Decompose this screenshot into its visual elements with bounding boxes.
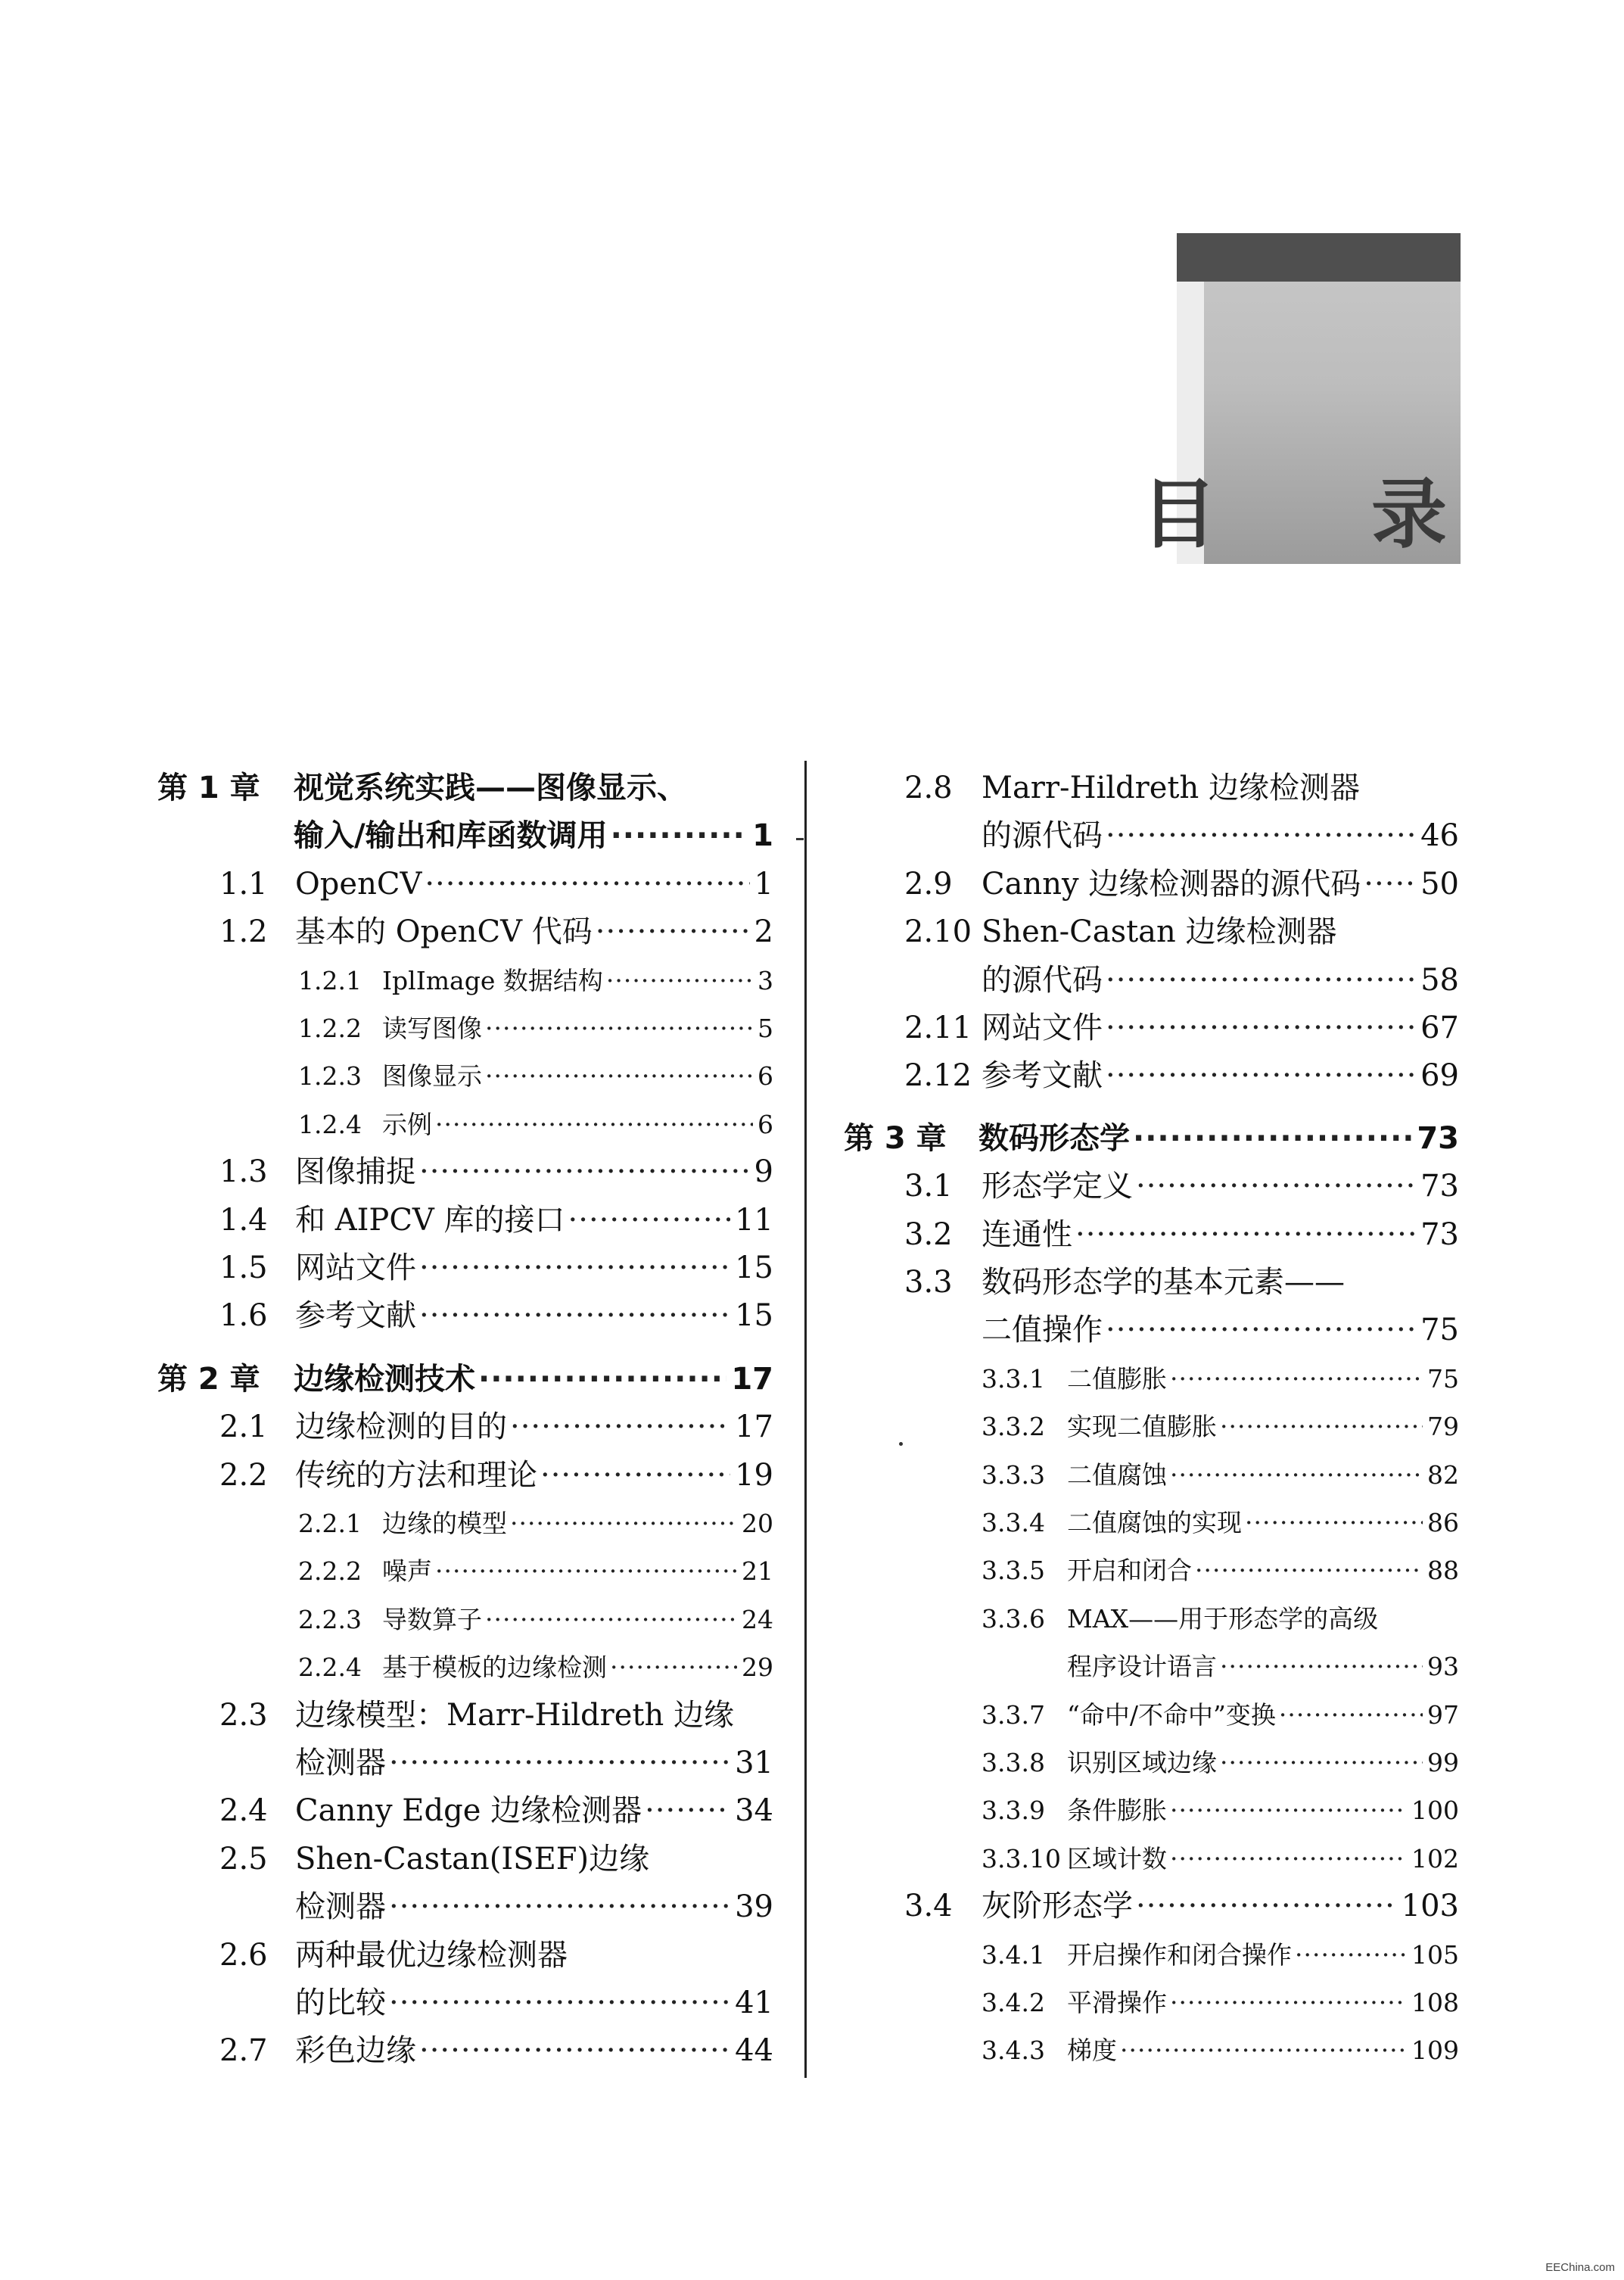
toc-leader-dots	[1220, 1643, 1423, 1690]
toc-entry-title: 二值膨胀	[1067, 1363, 1167, 1394]
toc-entry	[982, 1307, 1459, 1354]
toc-entry	[982, 1931, 1459, 1979]
toc-leader-dots	[1106, 1052, 1416, 1100]
toc-entry	[982, 1691, 1459, 1739]
toc-entry-title: 彩色边缘	[295, 2033, 416, 2069]
toc-entry	[982, 812, 1459, 860]
toc-entry-page: 86	[1427, 1508, 1459, 1537]
toc-leader-dots	[1136, 1883, 1397, 1930]
toc-entry-number: 3.3.8	[982, 1748, 1045, 1777]
page-title-char-1: 目	[1141, 470, 1217, 559]
toc-entry-page: 20	[742, 1509, 773, 1538]
toc-entry-title: 开启操作和闭合操作	[1067, 1939, 1292, 1970]
toc-entry-title: 参考文献	[982, 1058, 1103, 1094]
toc-entry-title: 二值腐蚀的实现	[1067, 1508, 1242, 1537]
toc-entry-page: 69	[1420, 1058, 1459, 1094]
toc-entry-page: 75	[1420, 1313, 1459, 1348]
toc-entry-number: 第 1 章	[157, 771, 260, 805]
toc-entry-page: 3	[758, 965, 773, 995]
toc-entry-page: 58	[1420, 962, 1459, 998]
toc-entry	[982, 1546, 1459, 1594]
toc-entry-number: 2.2.3	[298, 1604, 362, 1634]
toc-entry	[904, 1052, 1459, 1100]
toc-entry	[982, 1979, 1459, 2026]
toc-entry-title: Shen-Castan(ISEF)边缘	[295, 1841, 650, 1877]
toc-entry-page: 31	[735, 1746, 773, 1780]
toc-entry-page: 105	[1411, 1939, 1459, 1970]
toc-entry-page: 73	[1420, 1216, 1459, 1252]
toc-entry-title: 的源代码	[982, 962, 1103, 998]
toc-entry-title: 边缘模型：Marr-Hildreth 边缘	[295, 1697, 734, 1733]
toc-entry-number: 2.7	[219, 2033, 268, 2069]
toc-entry	[904, 908, 1459, 956]
toc-entry-title: 网站文件	[982, 1011, 1103, 1045]
toc-entry-number: 1.3	[219, 1154, 268, 1190]
toc-entry	[904, 1163, 1459, 1210]
toc-entry-title: 参考文献	[295, 1298, 416, 1334]
toc-entry-title: 数码形态学	[978, 1120, 1130, 1156]
toc-entry-title: 基本的 OpenCV 代码	[295, 914, 593, 950]
toc-entry-number: 3.3	[904, 1265, 953, 1300]
toc-entry-number: 1.2.1	[298, 965, 362, 995]
toc-entry	[1067, 1643, 1459, 1690]
toc-entry	[982, 1835, 1459, 1883]
toc-entry-number: 2.5	[219, 1841, 268, 1877]
toc-entry-number: 1.2.3	[298, 1061, 362, 1092]
toc-entry-page: 97	[1427, 1699, 1459, 1730]
toc-entry-number: 2.11	[904, 1011, 972, 1045]
toc-leader-dots	[1295, 1931, 1407, 1979]
toc-entry-title: OpenCV	[295, 866, 422, 902]
toc-entry-number: 2.1	[219, 1409, 268, 1445]
toc-entry-title: 识别区域边缘	[1067, 1748, 1217, 1777]
toc-entry-number: 3.3.2	[982, 1412, 1045, 1442]
toc-entry-title: 视觉系统实践——图像显示、	[294, 771, 687, 805]
toc-entry	[982, 1739, 1459, 1786]
toc-entry-number: 2.8	[904, 771, 953, 805]
toc-entry-title: 检测器	[295, 1889, 386, 1925]
toc-entry	[982, 2026, 1459, 2074]
toc-entry-title: 边缘检测的目的	[295, 1409, 507, 1445]
toc-entry-number: 1.6	[219, 1298, 268, 1334]
toc-entry-number: 1.1	[219, 866, 268, 902]
toc-entry-page: 100	[1411, 1796, 1459, 1826]
toc-entry	[982, 1786, 1459, 1834]
toc-entry-title: 基于模板的边缘检测	[382, 1652, 607, 1683]
toc-entry-title: 开启和闭合	[1067, 1556, 1192, 1586]
toc-entry-title: 条件膨胀	[1067, 1796, 1167, 1826]
toc-entry-page: 19	[735, 1457, 773, 1493]
toc-entry-page: 34	[735, 1793, 773, 1829]
toc-leader-dots	[1364, 861, 1416, 908]
toc-entry-number: 1.2	[219, 914, 268, 950]
toc-entry-title: 梯度	[1067, 2035, 1117, 2066]
toc-leader-dots	[1106, 1307, 1416, 1354]
toc-entry-number: 3.4	[904, 1889, 953, 1924]
toc-entry-page: 99	[1427, 1748, 1459, 1777]
toc-entry-number: 3.3.9	[982, 1796, 1045, 1826]
toc-leader-dots	[1106, 1005, 1416, 1052]
toc-entry-number: 2.3	[219, 1697, 268, 1733]
toc-entry-title: 图像捕捉	[295, 1154, 416, 1190]
toc-entry-title: 检测器	[295, 1746, 386, 1780]
toc-entry-title: IplImage 数据结构	[382, 965, 603, 995]
toc-entry-number: 2.6	[219, 1937, 268, 1973]
toc-entry-title: 两种最优边缘检测器	[295, 1937, 568, 1973]
toc-entry-page: 1	[754, 866, 773, 902]
toc-entry-title: 边缘的模型	[382, 1509, 507, 1538]
toc-entry-page: 2	[754, 914, 773, 950]
toc-leader-dots	[1106, 812, 1416, 860]
toc-entry-page: 73	[1420, 1169, 1459, 1204]
toc-entry-number: 1.2.4	[298, 1109, 362, 1139]
toc-entry-title: Marr-Hildreth 边缘检测器	[982, 771, 1360, 805]
toc-leader-dots	[1120, 2026, 1407, 2074]
toc-entry-title: MAX——用于形态学的高级	[1067, 1603, 1379, 1634]
toc-entry-title: 平滑操作	[1067, 1988, 1167, 2017]
toc-entry-page: 6	[758, 1109, 773, 1139]
watermark: EEChina.com	[1545, 2261, 1615, 2274]
toc-entry-title: 和 AIPCV 库的接口	[295, 1202, 565, 1238]
toc-entry-title: Shen-Castan 边缘检测器	[982, 914, 1337, 950]
toc-leader-dots	[1106, 957, 1416, 1005]
banner-dark-strip	[1177, 233, 1461, 282]
toc-entry-number: 1.5	[219, 1251, 268, 1285]
toc-leader-dots	[1170, 1835, 1407, 1883]
toc-leader-dots	[1279, 1691, 1423, 1739]
toc-entry-number: 3.3.6	[982, 1603, 1045, 1634]
toc-entry	[982, 1595, 1459, 1643]
toc-entry	[982, 1499, 1459, 1546]
toc-entry-number: 1.2.2	[298, 1014, 362, 1043]
toc-entry	[982, 957, 1459, 1005]
toc-entry-number: 3.3.4	[982, 1508, 1045, 1537]
toc-entry-page: 9	[754, 1154, 773, 1190]
toc-entry-page: 15	[735, 1298, 773, 1334]
toc-entry-number: 3.4.2	[982, 1988, 1045, 2017]
toc-leader-dots	[1133, 1115, 1412, 1163]
toc-entry	[904, 765, 1459, 812]
toc-entry-title: 二值腐蚀	[1067, 1459, 1167, 1490]
toc-entry-page: 67	[1420, 1011, 1459, 1045]
toc-entry-title: 形态学定义	[982, 1169, 1133, 1204]
toc-entry-page: 29	[742, 1652, 773, 1683]
toc-entry-page: 6	[758, 1061, 773, 1092]
toc-entry-page: 108	[1411, 1988, 1459, 2017]
toc-entry-page: 50	[1420, 866, 1459, 902]
toc-entry-title: 网站文件	[295, 1251, 416, 1285]
toc-entry-page: 93	[1427, 1652, 1459, 1682]
toc-entry-page: 44	[735, 2033, 773, 2069]
toc-entry-number: 2.4	[219, 1793, 268, 1829]
toc-entry-number: 2.9	[904, 866, 953, 902]
toc-entry-number: 3.3.10	[982, 1843, 1061, 1874]
toc-entry	[982, 1403, 1459, 1450]
toc-entry-title: 示例	[382, 1109, 432, 1139]
toc-entry-title: Canny 边缘检测器的源代码	[982, 866, 1361, 902]
toc-entry-title: 读写图像	[382, 1014, 482, 1043]
toc-right-column	[0, 765, 1624, 2082]
toc-entry	[904, 1259, 1459, 1307]
toc-entry-number: 第 3 章	[844, 1120, 947, 1156]
toc-entry-page: 109	[1411, 2035, 1459, 2066]
toc-entry	[844, 1115, 1459, 1163]
toc-leader-dots	[1245, 1499, 1423, 1546]
toc-entry-title: 导数算子	[382, 1604, 482, 1634]
toc-entry	[904, 1005, 1459, 1052]
toc-entry-page: 39	[735, 1889, 773, 1925]
toc-entry-title: 实现二值膨胀	[1067, 1412, 1217, 1442]
toc-leader-dots	[1170, 1786, 1407, 1834]
toc-entry-page: 17	[735, 1409, 773, 1445]
toc-entry-number: 3.4.3	[982, 2035, 1045, 2066]
toc-entry-page: 21	[742, 1556, 773, 1587]
toc-leader-dots	[1170, 1355, 1423, 1403]
toc-entry-title: 二值操作	[982, 1313, 1103, 1348]
toc-entry-page: 73	[1417, 1120, 1459, 1156]
toc-entry	[904, 1883, 1459, 1930]
toc-entry-title: 灰阶形态学	[982, 1889, 1133, 1924]
toc-entry-page: 82	[1427, 1459, 1459, 1490]
toc-entry-number: 2.12	[904, 1058, 972, 1094]
toc-entry-number: 3.1	[904, 1169, 953, 1204]
toc-entry-title: 的源代码	[982, 818, 1103, 854]
toc-entry-title: 噪声	[382, 1556, 432, 1587]
toc-leader-dots	[1075, 1211, 1416, 1259]
toc-entry-page: 75	[1427, 1363, 1459, 1394]
toc-entry	[904, 861, 1459, 908]
toc-entry-page: 15	[735, 1251, 773, 1285]
toc-entry	[982, 1355, 1459, 1403]
toc-entry-title: 图像显示	[382, 1061, 482, 1092]
toc-entry-page: 46	[1420, 818, 1459, 854]
toc-entry-page: 5	[758, 1014, 773, 1043]
toc-entry-page: 102	[1411, 1843, 1459, 1874]
toc-entry-title: 输入/输出和库函数调用	[294, 818, 608, 854]
toc-entry-title: 传统的方法和理论	[295, 1457, 537, 1493]
toc-entry-number: 2.10	[904, 914, 972, 950]
toc-entry-page: 11	[735, 1202, 773, 1238]
toc-entry-number: 3.3.1	[982, 1363, 1045, 1394]
toc-entry-page: 88	[1427, 1556, 1459, 1586]
toc-leader-dots	[1195, 1546, 1423, 1594]
toc-entry-title: 数码形态学的基本元素——	[982, 1265, 1345, 1300]
toc-entry-title: “命中/不命中”变换	[1067, 1699, 1276, 1730]
toc-entry-title: 边缘检测技术	[294, 1361, 475, 1397]
toc-entry-page: 17	[731, 1361, 773, 1397]
toc-leader-dots	[1170, 1451, 1423, 1499]
toc-leader-dots	[1136, 1163, 1416, 1210]
toc-entry-number: 第 2 章	[157, 1361, 260, 1397]
toc-entry-number: 3.3.3	[982, 1459, 1045, 1490]
toc-entry	[982, 1451, 1459, 1499]
toc-entry-number: 2.2.4	[298, 1652, 362, 1683]
toc-entry-title: 的比较	[295, 1986, 386, 2020]
toc-entry-number: 3.2	[904, 1216, 953, 1252]
toc-leader-dots	[1220, 1739, 1423, 1786]
toc-entry-page: 1	[752, 818, 773, 854]
toc-leader-dots	[1220, 1403, 1423, 1450]
toc-entry-title: Canny Edge 边缘检测器	[295, 1793, 642, 1829]
toc-entry-title: 区域计数	[1067, 1843, 1167, 1874]
toc-entry-number: 2.2.2	[298, 1556, 362, 1587]
toc-entry-number: 3.3.5	[982, 1556, 1045, 1586]
page-title-char-2: 录	[1371, 470, 1447, 559]
toc-entry-title: 程序设计语言	[1067, 1652, 1217, 1682]
toc-entry	[904, 1211, 1459, 1259]
toc-entry-page: 103	[1401, 1889, 1459, 1924]
toc-entry-number: 1.4	[219, 1202, 268, 1238]
toc-entry-number: 3.3.7	[982, 1699, 1045, 1730]
toc-entry-number: 3.4.1	[982, 1939, 1045, 1970]
toc-entry-page: 79	[1427, 1412, 1459, 1442]
toc-entry-title: 连通性	[982, 1216, 1072, 1252]
toc-entry-number: 2.2.1	[298, 1509, 362, 1538]
toc-entry-page: 41	[735, 1986, 773, 2020]
toc-leader-dots	[1170, 1979, 1407, 2026]
toc-entry-page: 24	[742, 1604, 773, 1634]
toc-entry-number: 2.2	[219, 1457, 268, 1493]
